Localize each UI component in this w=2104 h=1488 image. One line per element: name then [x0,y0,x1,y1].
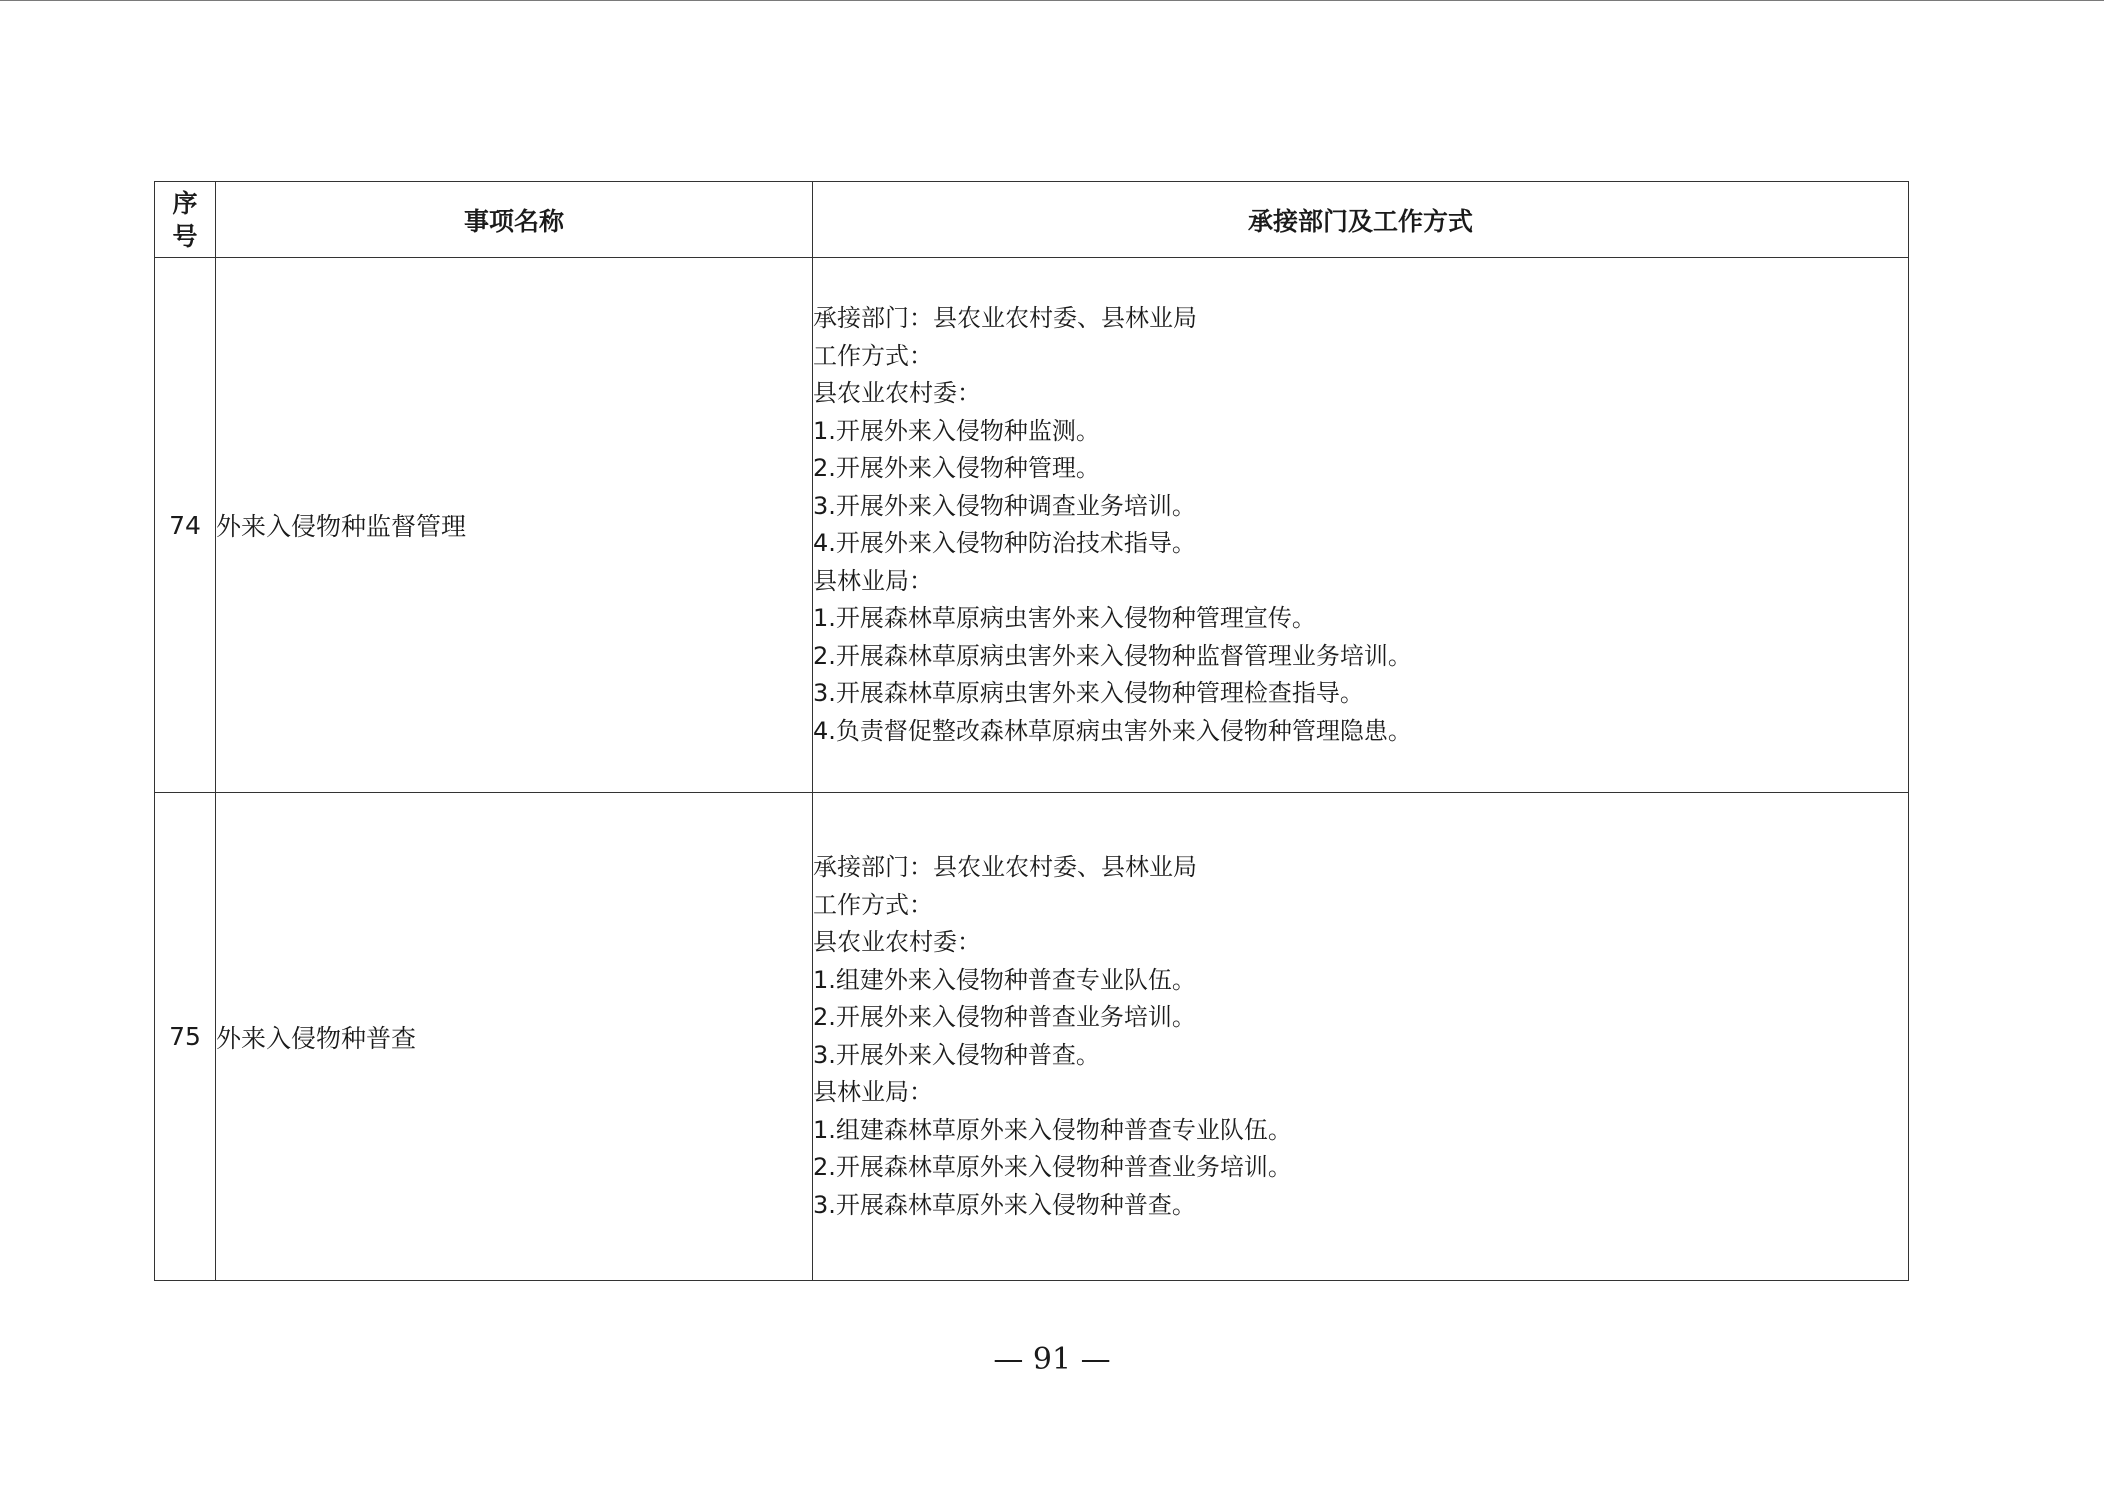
row-dept-method [813,793,1909,1281]
row-item-name: 外来入侵物种监督管理 [216,258,813,793]
dept-line: 县农业农村委： [813,379,981,407]
row-item-name: 外来入侵物种普查 [216,793,813,1281]
dept-line: 1.组建外来入侵物种普查专业队伍。 [813,965,1196,994]
dept-line: 承接部门：县农业农村委、县林业局 [813,853,1197,881]
dept-line: 3.开展外来入侵物种普查。 [813,1040,1100,1069]
dept-line: 2.开展森林草原病虫害外来入侵物种监督管理业务培训。 [813,641,1412,670]
dept-line: 4.负责督促整改森林草原病虫害外来入侵物种管理隐患。 [813,716,1412,745]
row-seq: 75 [155,793,216,1281]
table-row [155,258,1909,793]
dept-line: 承接部门：县农业农村委、县林业局 [813,304,1197,332]
dept-line: 工作方式： [813,341,933,370]
dept-line: 2.开展外来入侵物种普查业务培训。 [813,1003,1196,1031]
table-header-row [155,182,1909,258]
dept-line: 1.组建森林草原外来入侵物种普查专业队伍。 [813,1115,1292,1144]
header-item-name: 事项名称 [216,182,813,258]
dept-line: 2.开展森林草原外来入侵物种普查业务培训。 [813,1153,1292,1181]
dept-line: 3.开展森林草原外来入侵物种普查。 [813,1190,1196,1219]
header-seq-line2: 号 [172,221,198,251]
dept-line: 工作方式： [813,890,933,919]
dept-line: 1.开展外来入侵物种监测。 [813,416,1100,445]
page-top-edge [0,0,2104,1]
dept-line: 县林业局： [813,566,933,595]
dept-line: 2.开展外来入侵物种管理。 [813,454,1100,482]
dept-line: 3.开展外来入侵物种调查业务培训。 [813,491,1196,520]
dept-line: 3.开展森林草原病虫害外来入侵物种管理检查指导。 [813,679,1364,707]
items-table [154,181,1909,1281]
header-dept-method: 承接部门及工作方式 [813,182,1909,258]
dept-line: 1.开展森林草原病虫害外来入侵物种管理宣传。 [813,604,1316,632]
page-number: — 91 — [993,1342,1111,1377]
dept-line: 4.开展外来入侵物种防治技术指导。 [813,529,1196,557]
table-row [155,793,1909,1281]
dept-line: 县林业局： [813,1078,933,1106]
row-seq: 74 [155,258,216,793]
header-seq-line1: 序 [172,188,198,218]
dept-line: 县农业农村委： [813,928,981,956]
row-dept-method [813,258,1909,793]
header-seq [155,182,216,258]
